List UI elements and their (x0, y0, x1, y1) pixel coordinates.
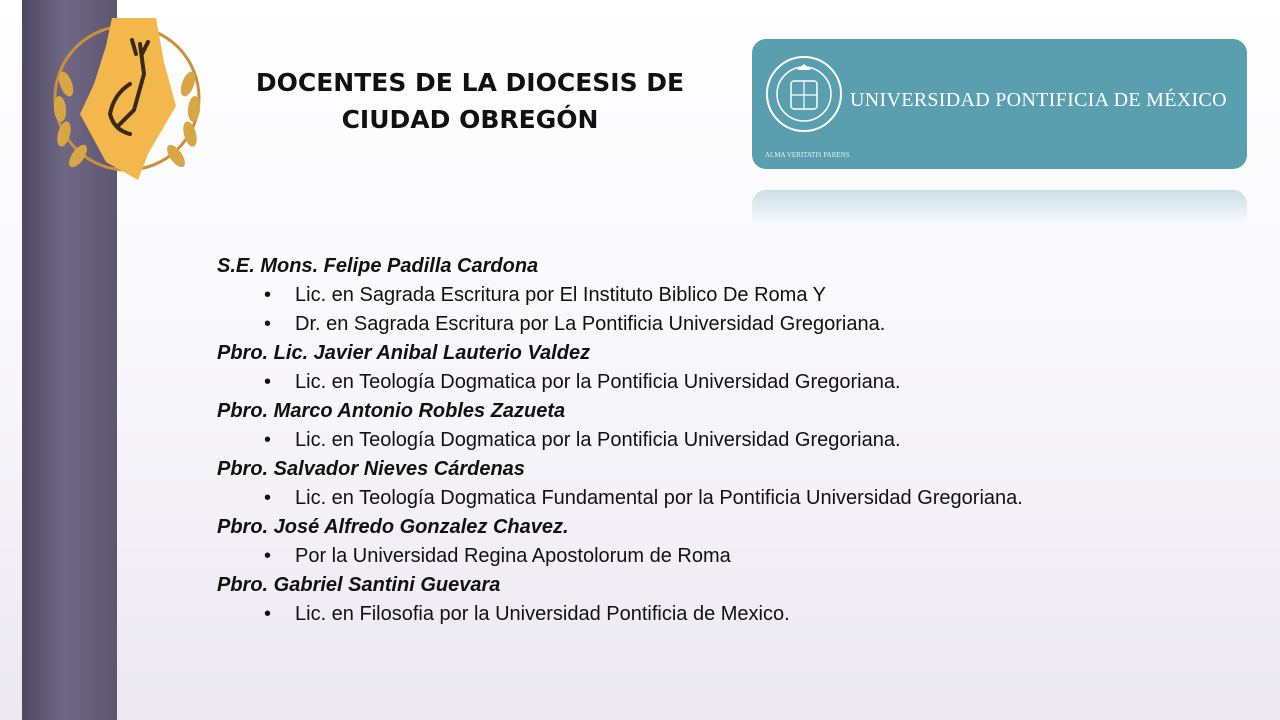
bullet-icon: • (264, 603, 272, 625)
degree-text: Lic. en Teología Dogmatica por la Pontificia Universidad Gregoriana. (295, 371, 901, 393)
degree-text: Lic. en Sagrada Escritura por El Instituto Biblico De Roma Y (295, 284, 826, 306)
degree-item (217, 542, 1227, 571)
university-seal-icon (764, 54, 844, 134)
degree-text: Dr. en Sagrada Escritura por La Pontificia Universidad Gregoriana. (295, 313, 886, 335)
professor-name: Pbro. Gabriel Santini Guevara (217, 574, 501, 596)
degree-text: Por la Universidad Regina Apostolorum de Roma (295, 545, 731, 567)
bullet-icon: • (264, 371, 272, 393)
diocese-logo-icon (44, 14, 210, 182)
bullet-icon: • (264, 313, 272, 335)
faculty-list (217, 252, 1227, 629)
bullet-icon: • (264, 545, 272, 567)
bullet-icon: • (264, 284, 272, 306)
bullet-icon: • (264, 487, 272, 509)
university-name: UNIVERSIDAD PONTIFICIA DE MÉXICO (850, 89, 1227, 111)
professor-name: S.E. Mons. Felipe Padilla Cardona (217, 255, 539, 277)
bullet-icon: • (264, 429, 272, 451)
degree-text: Lic. en Teología Dogmatica por la Pontificia Universidad Gregoriana. (295, 429, 901, 451)
professor-name: Pbro. Marco Antonio Robles Zazueta (217, 400, 566, 422)
university-motto: ALMA VERITATIS PARENS (765, 151, 850, 159)
professor-name: Pbro. Salvador Nieves Cárdenas (217, 458, 525, 480)
degree-text: Lic. en Teología Dogmatica Fundamental por la Pontificia Universidad Gregoriana. (295, 487, 1023, 509)
university-banner-reflection (752, 190, 1247, 224)
degree-item (217, 600, 1227, 629)
degree-text: Lic. en Filosofia por la Universidad Pontificia de Mexico. (295, 603, 790, 625)
slide-title-line-1: DOCENTES DE LA DIOCESIS DE (255, 68, 685, 97)
professor-name: Pbro. José Alfredo Gonzalez Chavez. (217, 516, 569, 538)
degree-item (217, 310, 1227, 339)
degree-item (217, 281, 1227, 310)
professor-name: Pbro. Lic. Javier Anibal Lauterio Valdez (217, 342, 591, 364)
degree-item (217, 426, 1227, 455)
slide-title (240, 64, 700, 138)
university-banner (752, 39, 1247, 169)
degree-item (217, 368, 1227, 397)
degree-item (217, 484, 1227, 513)
slide-title-line-2: CIUDAD OBREGÓN (341, 105, 599, 134)
